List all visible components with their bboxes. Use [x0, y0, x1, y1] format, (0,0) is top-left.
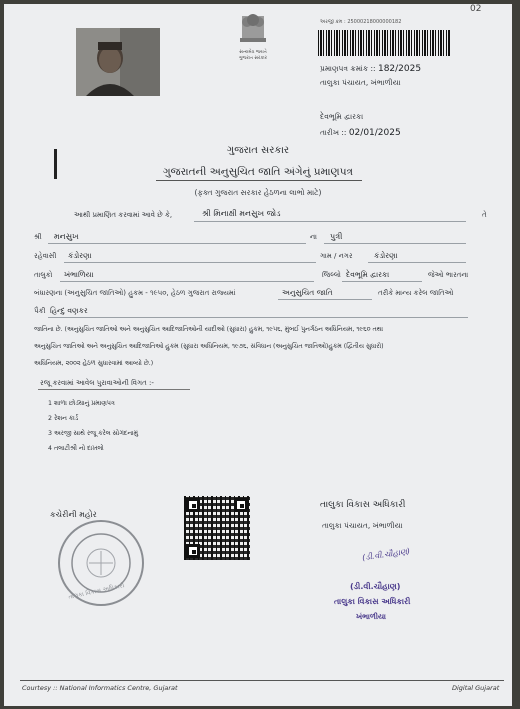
issue-date: 02/01/2025 — [348, 128, 401, 138]
resident-value: કંડોરણા — [68, 251, 92, 260]
issue-date-row: તારીખ :: 02/01/2025 — [320, 128, 401, 138]
order-suffix: તરીકે માન્ય કરેલ જાતિઓ — [378, 289, 454, 297]
holder-name: શ્રી મિનાક્ષી મનસુખ જોડ — [202, 209, 281, 218]
serial-label: અરજી ક્રમ : 25000218000000182 — [320, 19, 402, 25]
handwritten-signature: (ડી.વી.ચૌહાણ) — [361, 546, 411, 563]
caste-line — [48, 317, 468, 318]
qr-finder-icon — [186, 544, 200, 558]
margin-mark — [54, 149, 57, 179]
serial-number: 25000218000000182 — [347, 19, 402, 25]
officer-stamp-name: (ડી.વી.ચૌહાણ) — [350, 582, 401, 591]
issuing-office: તાલુકા પંચાયત, ખંભાળીયા — [320, 78, 401, 87]
taluka-line — [60, 281, 314, 282]
caste-label: પૈકી — [34, 307, 46, 315]
certificate-title: ગુજરાતની અનુસુચિત જાતિ અંગેનું પ્રમાણપત્ર — [163, 166, 353, 178]
category-value: અનુસુચિત જાતિ — [282, 288, 333, 297]
district-value: દેવભૂમિ દ્વારકા — [346, 270, 390, 279]
qr-code — [184, 496, 250, 560]
relation: પુત્રી — [330, 232, 343, 241]
state-emblem-icon — [228, 10, 278, 50]
footer-courtesy: Courtesy :: National Informatics Centre, Gujarat — [22, 684, 178, 692]
document-item: 2 રેશન કાર્ડ — [48, 415, 79, 422]
seal-ring-text: તાલુકા વિકાસ અધિકારી — [67, 582, 125, 601]
page-number: 02 — [470, 4, 482, 14]
certificate-subtitle: (ફક્ત ગુજરાત સરકાર હેઠળના લાભો માટે) — [194, 188, 322, 197]
document-item: 3 અરજી સાથે રજૂ કરેલ સોગંદનામું — [48, 430, 138, 437]
taluka-label: તાલુકો — [34, 271, 53, 279]
legal-para-3: અધિનિયમ, ૨૦૦૨ હેઠળ સુધારવામાં આવ્યો છે.) — [34, 360, 154, 367]
order-text: બંધારણના (અનુસુચિત જાતિઓ) હુકમ - ૧૯૫૦, હેઠળ ગુજરાત રાજ્યમાં — [34, 289, 236, 297]
father-line — [48, 243, 306, 244]
relation-line — [324, 243, 466, 244]
qr-finder-icon — [234, 498, 248, 512]
title-underline — [156, 180, 362, 181]
name-line — [194, 221, 466, 222]
officer-stamp-place: ખંભાળીયા — [356, 612, 386, 621]
document-item: 4 તલાટીશ્રી નો દાખલો — [48, 445, 104, 452]
resident-line — [64, 262, 316, 263]
na-label: ના — [310, 233, 317, 241]
state-label: જેઓ ભારતના — [428, 271, 469, 279]
signatory-title: તાલુકા વિકાસ અધિકારી — [320, 500, 406, 510]
category-line — [278, 299, 372, 300]
village-line — [368, 262, 466, 263]
certify-prefix: આથી પ્રમાણિત કરવામાં આવે છે કે, — [74, 211, 173, 219]
certificate-number: 182/2025 — [377, 64, 422, 74]
qr-finder-icon — [186, 498, 200, 512]
district-line — [342, 281, 422, 282]
government-heading: ગુજરાત સરકાર — [226, 145, 290, 156]
signatory-office: તાલુકા પંચાયત, ખંભાળીયા — [322, 521, 403, 530]
certificate-number-row: પ્રમાણપત્ર ક્રમાંક :: 182/2025 — [320, 64, 422, 74]
taluka-value: ખંભાળિયા — [64, 270, 94, 279]
certificate-page — [4, 4, 512, 706]
father-name: મનસુખ — [54, 232, 79, 241]
legal-para-2: અનુસુચિત જાતિઓ અને અનુસુચિત આદિજાતિઓ હુકમ (સુધારા અધિનિયમ, ૧૯૭૬, સંવિધાન (અનુસુચિત જાતિઓ)હુકમ (દ્વિતીય સુધારો) — [34, 343, 384, 350]
village-label: ગામ / નગર — [320, 252, 353, 260]
office-seal-label: કચેરીની મહોર — [50, 510, 97, 519]
footer-brand: Digital Gujarat — [452, 684, 500, 692]
document-item: 1 શાળા છોડ્યાનું પ્રમાણપત્ર — [48, 400, 115, 407]
emblem-caption: સત્યમેવ જયતે ગુજરાત સરકાર — [239, 50, 267, 61]
documents-heading: રજૂ કરવામાં આવેલ પુરાવાઓની વિગત :- — [40, 379, 154, 387]
applicant-photo — [76, 28, 160, 96]
barcode — [318, 30, 450, 56]
caste-value: હિન્દુ વણકર — [50, 306, 88, 315]
resident-label: રહેવાસી — [34, 252, 57, 260]
footer-rule — [20, 680, 504, 681]
issuing-district: દેવભૂમિ દ્વારકા — [320, 112, 364, 121]
certify-suffix: તે — [482, 211, 487, 219]
legal-para-1: જાતિના છે. (અનુસુચિત જાતિઓ અને અનુસુચિત આદિજાતિઓની યાદીઓ (સુધારા) હુકમ, ૧૯૫૬, મુંબઈ પુનર્ગઠન અધિનિયમ, ૧૯૬૦ તથા — [34, 326, 384, 333]
village-value: કંડોરણા — [374, 251, 398, 260]
documents-underline — [38, 389, 190, 390]
officer-stamp-title: તાલુકા વિકાસ અધિકારી — [334, 597, 411, 606]
shri-label: શ્રી — [34, 233, 42, 241]
district-label: જિલ્લો — [322, 271, 341, 279]
